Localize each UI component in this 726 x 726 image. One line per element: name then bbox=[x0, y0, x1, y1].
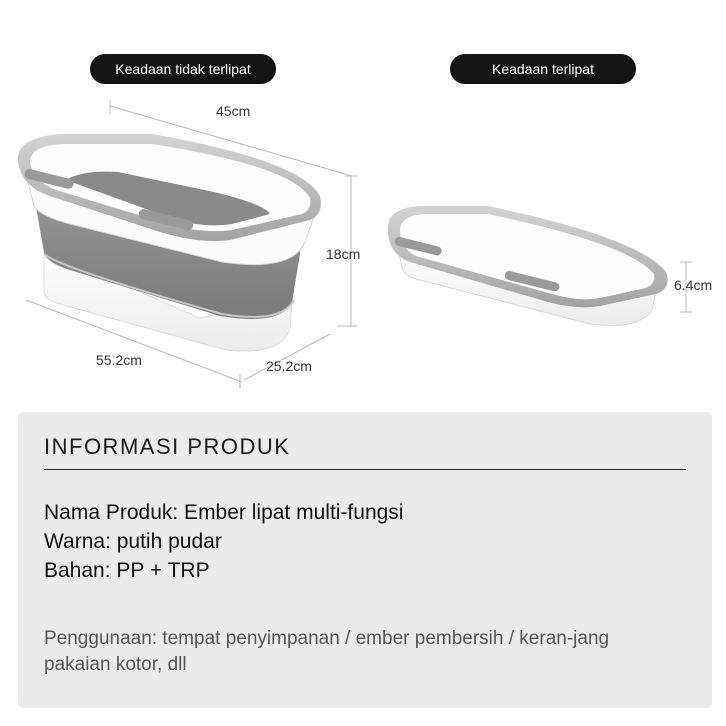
unfolded-length-label: 55.2cm bbox=[96, 352, 142, 368]
product-material: Bahan: PP + TRP bbox=[44, 559, 210, 582]
unfolded-bucket bbox=[18, 134, 321, 351]
product-info-panel bbox=[18, 412, 712, 708]
folded-bucket bbox=[388, 206, 668, 325]
info-divider bbox=[44, 469, 686, 470]
unfolded-width-label: 45cm bbox=[216, 103, 251, 119]
folded-height-label: 6.4cm bbox=[674, 277, 713, 293]
product-usage: Penggunaan: tempat penyimpanan / ember pembersih / keran-jang pakaian kotor, dll bbox=[44, 628, 610, 675]
info-title: INFORMASI PRODUK bbox=[44, 434, 291, 459]
folded-state-label: Keadaan terlipat bbox=[450, 54, 636, 84]
unfolded-depth-label: 25.2cm bbox=[266, 358, 312, 374]
product-name: Nama Produk: Ember lipat multi-fungsi bbox=[44, 501, 404, 524]
product-color: Warna: putih pudar bbox=[44, 530, 222, 553]
unfolded-state-label: Keadaan tidak terlipat bbox=[90, 54, 276, 84]
unfolded-height-label: 18cm bbox=[326, 246, 361, 262]
